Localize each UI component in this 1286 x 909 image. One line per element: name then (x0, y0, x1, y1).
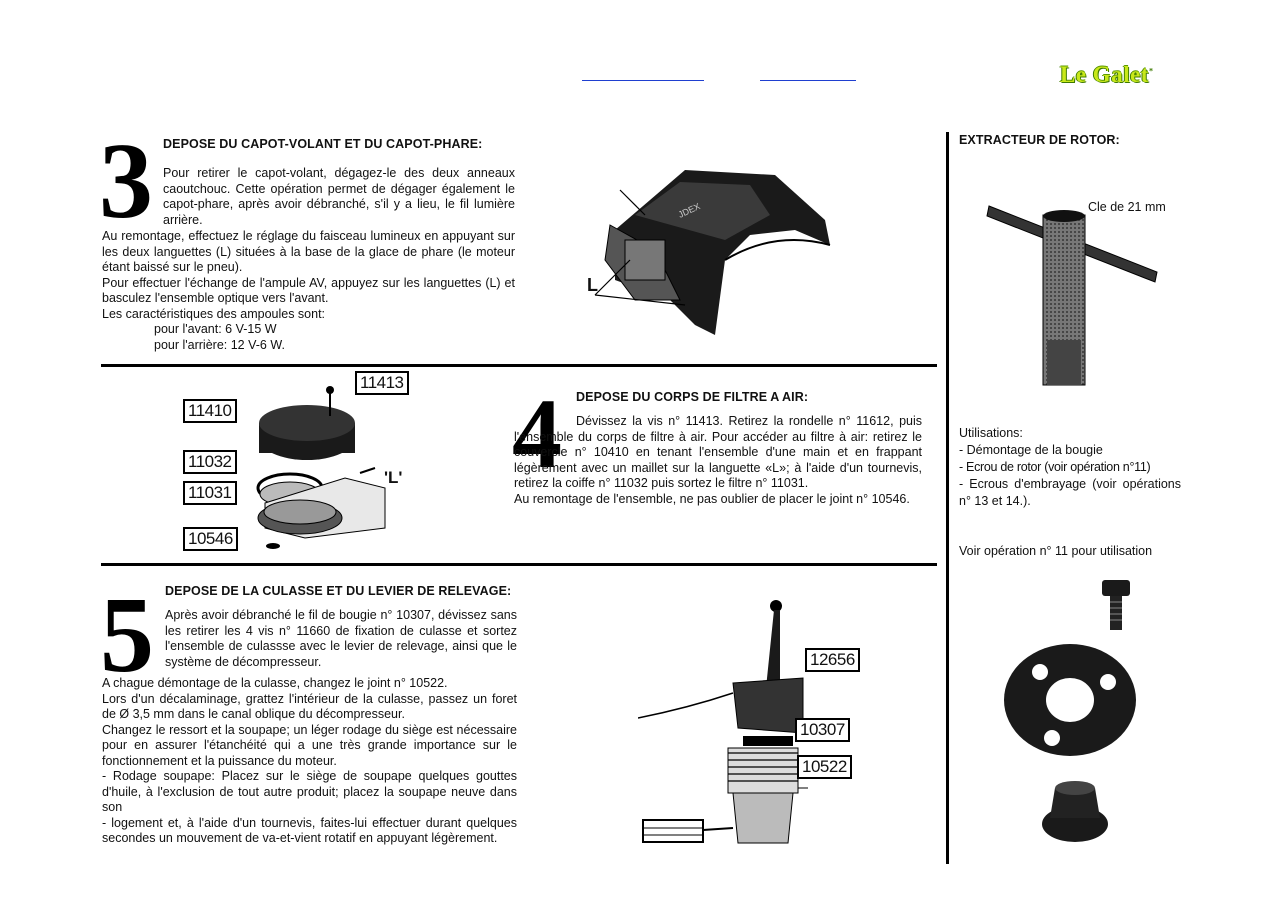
section3-para3: Pour effectuer l'échange de l'ampule AV, appuyez sur les languettes (L) et basculez l'ensemble optique vers l'avant. (102, 275, 515, 305)
headlight-cover-illustration (575, 160, 835, 350)
section5-body (102, 676, 517, 847)
section3-body (102, 229, 515, 353)
section3-title: DEPOSE DU CAPOT-VOLANT ET DU CAPOT-PHARE: (163, 137, 483, 151)
section3-rear-bulb: pour l'arrière: 12 V-6 W. (154, 337, 285, 352)
see-operation-note: Voir opération n° 11 pour utilisation (959, 544, 1153, 558)
section4-para2: Au remontage de l'ensemble, ne pas oublier de placer le joint n° 10546. (514, 491, 910, 506)
part-label-12656: 12656 (805, 648, 860, 672)
air-filter-illustration (245, 378, 403, 553)
part-label-11410: 11410 (183, 399, 237, 423)
rotor-extractor-wrench-illustration (985, 190, 1165, 390)
part-label-11032: 11032 (183, 450, 237, 474)
section5-para2: A chague démontage de la culasse, changez le joint n° 10522. (102, 676, 448, 690)
section3-figure-label: L (587, 275, 598, 295)
wrench-size-label: Cle de 21 mm (1088, 200, 1166, 214)
sidebar-title: EXTRACTEUR DE ROTOR: (959, 133, 1120, 147)
section4-number: 4 (512, 378, 562, 489)
section3-para4: Les caractéristiques des ampoules sont: (102, 306, 326, 321)
svg-text:JDEX: JDEX (676, 201, 702, 220)
section5-para1: Après avoir débranché le fil de bougie n° 10307, dévissez sans les retirer les 4 vis n° 11660 de fixation de culasse et sortez l'ensemble de culassse avec le levier de relevage, ainsi que le système de décompresseur. (165, 608, 517, 669)
vertical-divider (946, 132, 949, 864)
cylinder-head-illustration (638, 598, 808, 868)
section4-para1: Dévissez la vis n° 11413. Retirez la rondelle n° 11612, puis l'ensemble du corps de filtre à air. Pour accéder au filtre à air: retirez le couvercle n° 10410 en tenant l'ensemble d'une main et en frappant légèrement avec un maillet sur la languette «L»; à l'aide d'un tournevis, retirez la coiffe n° 11032 puis sortez le filtre n° 11031. (514, 414, 922, 490)
part-label-11413: 11413 (355, 371, 409, 395)
use-item-2: - Ecrou de rotor (voir opération n°11) (959, 460, 1151, 474)
nut-icon (1040, 778, 1110, 844)
section5-number: 5 (100, 576, 154, 695)
part-label-10307: 10307 (795, 718, 850, 742)
part-label-tab-l: 'L' (384, 468, 403, 487)
use-item-1: - Démontage de la bougie (959, 443, 1103, 457)
sidebar-uses (959, 425, 1181, 510)
brand-logo-text: Le Galet (1060, 62, 1149, 87)
brand-logo-mark: * (1148, 66, 1154, 76)
section3-front-bulb: pour l'avant: 6 V-15 W (154, 322, 277, 336)
section4-body (514, 414, 922, 507)
section5-intro (165, 608, 517, 670)
section3-intro (163, 166, 515, 228)
nav-link-1[interactable] (582, 66, 704, 81)
section5-title: DEPOSE DE LA CULASSE ET DU LEVIER DE RELEVAGE: (165, 584, 512, 598)
section-divider-2 (101, 563, 937, 566)
bolt-icon (1100, 578, 1132, 632)
section4-title: DEPOSE DU CORPS DE FILTRE A AIR: (576, 390, 809, 404)
section3-para1: Pour retirer le capot-volant, dégagez-le des deux anneaux caoutchouc. Cette opération permet de dégager également le capot-phare, après avoir débranché, s'il y a lieu, le fil lumière arrière. (163, 166, 515, 227)
nav-link-2[interactable] (760, 66, 856, 81)
section3-number: 3 (99, 122, 153, 241)
section5-para3: Lors d'un décalaminage, grattez l'intérieur de la culasse, passez un foret de Ø 3,5 mm dans le canal oblique du décompresseur. (102, 691, 517, 721)
uses-title: Utilisations: (959, 426, 1023, 440)
part-label-10546: 10546 (183, 527, 238, 551)
use-item-3: - Ecrous d'embrayage (voir opérations n° 13 et 14.). (959, 477, 1181, 508)
section3-para2: Au remontage, effectuez le réglage du faisceau lumineux en appuyant sur les deux languettes (L) situées à la base de la glace de phare (le moteur étant baissé sur le pneu). (102, 229, 515, 274)
section5-para6: - logement et, à l'aide d'un tournevis, faites-lui effectuer durant quelques secondes un mouvement de va-et-vient rotatif en appuyant légèrement. (102, 815, 517, 845)
part-label-10522: 10522 (797, 755, 852, 779)
rotor-disc-illustration (1000, 640, 1140, 760)
brand-logo (1060, 62, 1153, 88)
section-divider-1 (101, 364, 937, 367)
section5-para4: Changez le ressort et la soupape; un léger rodage du siège est nécessaire pour en assurer l'étanchéité qui a une très grande importance sur le fonctionnement et la puissance du moteur. (102, 722, 517, 768)
part-label-11031: 11031 (183, 481, 237, 505)
section5-para5: - Rodage soupape: Placez sur le siège de soupape quelques gouttes d'huile, à l'exclusion de tout autre produit; placez la soupape neuve dans son (102, 769, 517, 814)
